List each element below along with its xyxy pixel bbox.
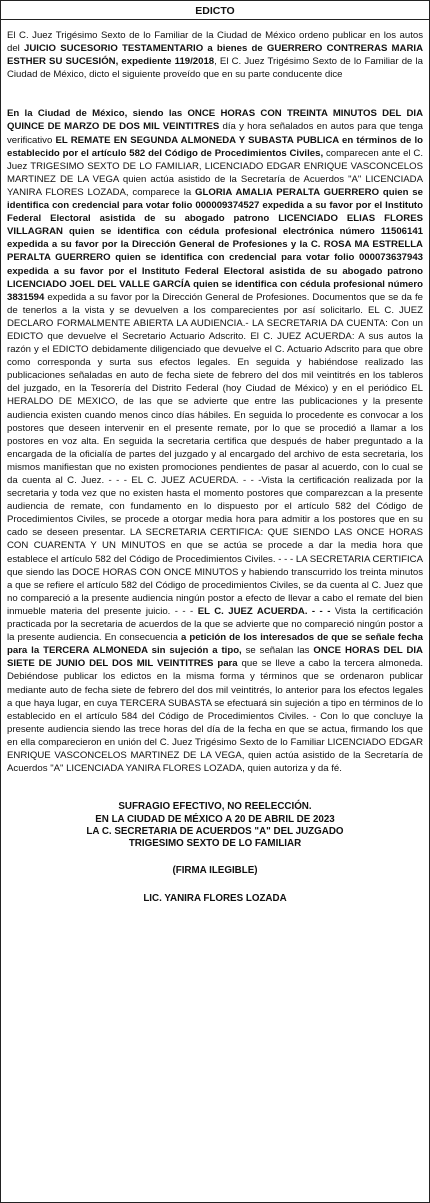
text-run: día y hora señalados en autos para que tenga verificativo <box>7 121 423 146</box>
illegible-signature-note: (FIRMA ILEGIBLE) <box>172 864 258 876</box>
bold-text-run: GLORIA AMALIA PERALTA GUERRERO quien se identifica con credencial para votar folio 000009374527 expedida a su favor por el Instituto Federal Electoral asistida de su abogado patrono LICENCIADO ELIAS FLORES VILLAGRAN quien se identifica con cédula profesional electrónica número 11506141 expedida a su favor por la Dirección General de Profesiones y la C. ROSA MA ESTRELLA PERALTA GUERRERO quien se identifica con credencial para votar folio 000073637943 expedida a su favor por el Instituto Federal Electoral asistida de su abogado patrono LICENCIADO JOEL DEL VALLE GARCÍA quien se identifica con cédula profesional número 3831594 <box>7 186 423 303</box>
secretary-line: LA C. SECRETARIA DE ACUERDOS "A" DEL JUZGADO <box>86 825 344 837</box>
court-line: TRIGESIMO SEXTO DE LO FAMILIAR <box>128 838 302 850</box>
text-run: , El C. Juez Trigésimo Sexto de lo Familiar de la Ciudad de México, dicto el siguiente proveído que en su parte conducente dice <box>7 56 423 81</box>
bold-text-run: ONCE HORAS DEL DIA SIETE DE JUNIO DEL DOS MIL VEINTITRES para <box>7 645 423 670</box>
bold-text-run: JUICIO SUCESORIO TESTAMENTARIO a bienes de GUERRERO CONTRERAS MARIA ESTHER SU SUCESIÓN, expediente 119/2018 <box>7 43 423 68</box>
signer-name: LIC. YANIRA FLORES LOZADA <box>143 893 287 905</box>
bold-text-run: En la Ciudad de México, siendo las ONCE HORAS CON TREINTA MINUTOS DEL DIA QUINCE DE MARZO DE DOS MIL VEINTITRES <box>7 108 423 133</box>
text-run: que se lleve a cabo la tercera almoneda. Debiéndose publicar los edictos en la misma forma y términos que se ordenaron publicar mediante auto de fecha siete de febrero del dos mil veintitrés, lo anterior para los efectos legales a que haya lugar, en cuya TERCERA SUBASTA se efectuará sin sujeción a tipo en términos de lo establecido en el artículo 584 del Código de Procedimientos Civiles. - Con lo que concluye la presente audiencia siendo las trece horas del día de la fecha en que se actua, firmando los que en ella comparecieron en unión del C. Juez Trigésimo Sexto de lo Familiar LICENCIADO EDGAR ENRIQUE VASCONCELOS MARTINEZ DE LA VEGA, quien actúa asistido de la Secretaría de Acuerdos "A" LICENCIADA YANIRA FLORES LOZADA, quien autoriza y da fé. <box>7 658 423 775</box>
signature-block <box>7 801 423 905</box>
text-run: Vista la certificación practicada por la secretaria de acuerdos de la que se advierte que no compareció ningún postor a la presente audiencia. En consecuencia <box>7 605 423 644</box>
edict-title: EDICTO <box>1 1 429 20</box>
text-run: El C. Juez Trigésimo Sexto de lo Familiar de la Ciudad de México ordeno publicar en los autos del <box>7 30 423 55</box>
text-run: expedida a su favor por la Dirección General de Profesiones. Documentos que se da fe de tenerlos a la vista y se devuelven a los comparecientes por así solicitarlo. EL C. JUEZ DECLARO FORMALMENTE ABIERTA LA AUDIENCIA.- LA SECRETARIA DA CUENTA: Con un EDICTO que devuelve el Secretario Actuario Adscrito. El C. JUEZ ACUERDA: A sus autos la razón y el EDICTO debidamente diligenciado que devuelve el C. Actuario Adscrito para que obre como corresponda y surta sus efectos legales. En seguida y habiéndose realizado las publicaciones señaladas en auto de fecha siete de febrero del dos mil veintitrés en los tableros del juzgado, en la Tesorería del Distrito Federal (hoy Ciudad de México) y en el periódico EL HERALDO DE MEXICO, de las que se advierte que entre las publicaciones y la presente audiencia existen cuando menos cinco días hábiles. En seguida lo procedente es convocar a los postores que deseen intervenir en el presente remate, por lo que se procedió a llamar a los postores en voz alta. En seguida la secretaria certifica que después de haber preguntado a la encargada de la oficialía de partes del juzgado y al encargado del archivo de esta secretaria, los mismos manifiestan que no existen promociones pendientes de pasar al acuerdo, con lo cual se da cuenta al C. Juez. - - - EL C. JUEZ ACUERDA. - - -Vista la certificación realizada por la secretaria y toda vez que no existen hasta el momento postores que comparezcan a la presente audiencia de remate, con fundamento en lo dispuesto por el artículo 582 del Código de Procedimientos Civiles, se procede a otorgar media hora para admitir a los postores que en su cado se deseen presentar. LA SECRETARIA CERTIFICA: QUE SIENDO LAS ONCE HORAS CON CUARENTA Y UN MINUTOS en que se actúa se procede a dar la media hora que establece el artículo 582 del Código de Procedimientos Civiles. - - - LA SECRETARIA CERTIFICA que siendo las DOCE HORAS CON ONCE MINUTOS y habiendo transcurrido los treinta minutos a que se refiere el artículo 582 del Código de procedimientos Civiles, se da cuenta al C. Juez que no compareció a la presente audiencia ningún postor a efecto de llevar a cabo el remate del bien inmueble materia del presente juicio. - - - <box>7 291 423 617</box>
date-line: EN LA CIUDAD DE MÉXICO A 20 DE ABRIL DE 2023 <box>95 813 335 825</box>
text-run: se señalan las <box>241 645 314 657</box>
text-run: comparecen ante el C. Juez TRIGESIMO SEXTO DE LO FAMILIAR, LICENCIADO EDGAR ENRIQUE VASCONCELOS MARTINEZ DE LA VEGA quien actúa asistido de la Secretaría de Acuerdos "A" LICENCIADA YANIRA FLORES LOZADA, comparece la <box>7 147 423 198</box>
bold-text-run: EL REMATE EN SEGUNDA ALMONEDA Y SUBASTA PUBLICA en términos de lo establecido por el artículo 582 del Código de Procedimientos Civiles, <box>7 134 423 159</box>
motto-line: SUFRAGIO EFECTIVO, NO REELECCIÓN. <box>118 801 312 813</box>
bold-text-run: a petición de los interesados de que se señale fecha para la TERCERA ALMONEDA sin sujeción a tipo, <box>7 632 423 657</box>
intro-paragraph <box>7 29 423 81</box>
hearing-record-paragraph <box>7 107 423 775</box>
bold-text-run: EL C. JUEZ ACUERDA. - - - <box>197 605 331 617</box>
